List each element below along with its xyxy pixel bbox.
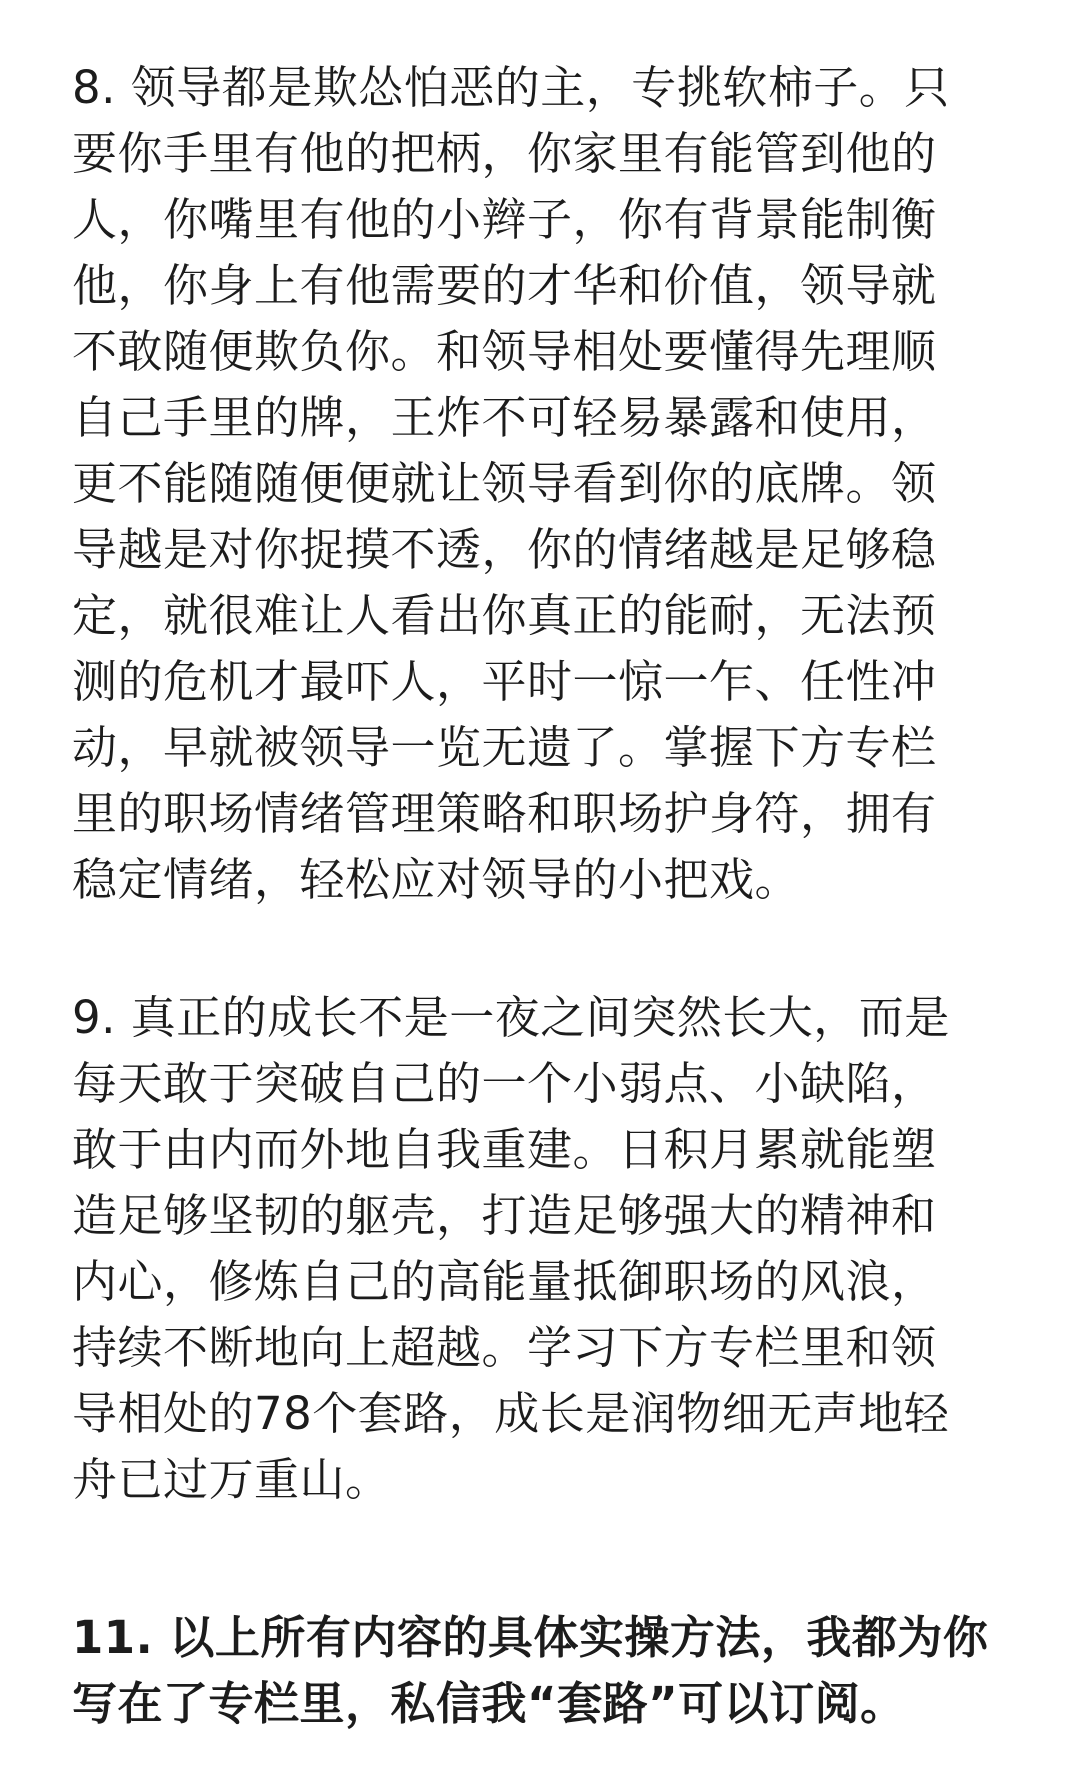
text-line: 11. 以上所有内容的具体实操方法，我都为你 <box>72 1611 989 1664</box>
text-line: 持续不断地向上超越。学习下方专栏里和领 <box>72 1321 937 1374</box>
text-line: 稳定情绪，轻松应对领导的小把戏。 <box>72 853 801 906</box>
text-line: 定，就很难让人看出你真正的能耐，无法预 <box>72 589 937 642</box>
text-line: 造足够坚韧的躯壳，打造足够强大的精神和 <box>72 1189 937 1242</box>
text-line: 更不能随随便便就让领导看到你的底牌。领 <box>72 457 937 510</box>
text-line: 他，你身上有他需要的才华和价值，领导就 <box>72 259 937 312</box>
text-line: 舟已过万重山。 <box>72 1453 391 1506</box>
text-line: 8. 领导都是欺怂怕恶的主，专挑软柿子。只 <box>72 61 950 114</box>
text-line: 敢于由内而外地自我重建。日积月累就能塑 <box>72 1123 937 1176</box>
text-line: 写在了专栏里，私信我“套路”可以订阅。 <box>72 1677 906 1730</box>
text-line: 内心，修炼自己的高能量抵御职场的风浪， <box>72 1255 937 1308</box>
text-line: 测的危机才最吓人，平时一惊一乍、任性冲 <box>72 655 937 708</box>
text-line: 每天敢于突破自己的一个小弱点、小缺陷， <box>72 1057 937 1110</box>
text-line: 导越是对你捉摸不透，你的情绪越是足够稳 <box>72 523 937 576</box>
text-line: 里的职场情绪管理策略和职场护身符，拥有 <box>72 787 937 840</box>
text-line: 自己手里的牌，王炸不可轻易暴露和使用， <box>72 391 937 444</box>
text-line: 要你手里有他的把柄，你家里有能管到他的 <box>72 127 937 180</box>
text-line: 9. 真正的成长不是一夜之间突然长大，而是 <box>72 991 950 1044</box>
paragraph-8 <box>72 55 1012 913</box>
paragraph-9 <box>72 985 1012 1513</box>
text-line: 不敢随便欺负你。和领导相处要懂得先理顺 <box>72 325 937 378</box>
text-line: 动，早就被领导一览无遗了。掌握下方专栏 <box>72 721 937 774</box>
text-line: 人，你嘴里有他的小辫子，你有背景能制衡 <box>72 193 937 246</box>
text-line: 导相处的78个套路，成长是润物细无声地轻 <box>72 1387 950 1440</box>
paragraph-11 <box>72 1605 1012 1737</box>
